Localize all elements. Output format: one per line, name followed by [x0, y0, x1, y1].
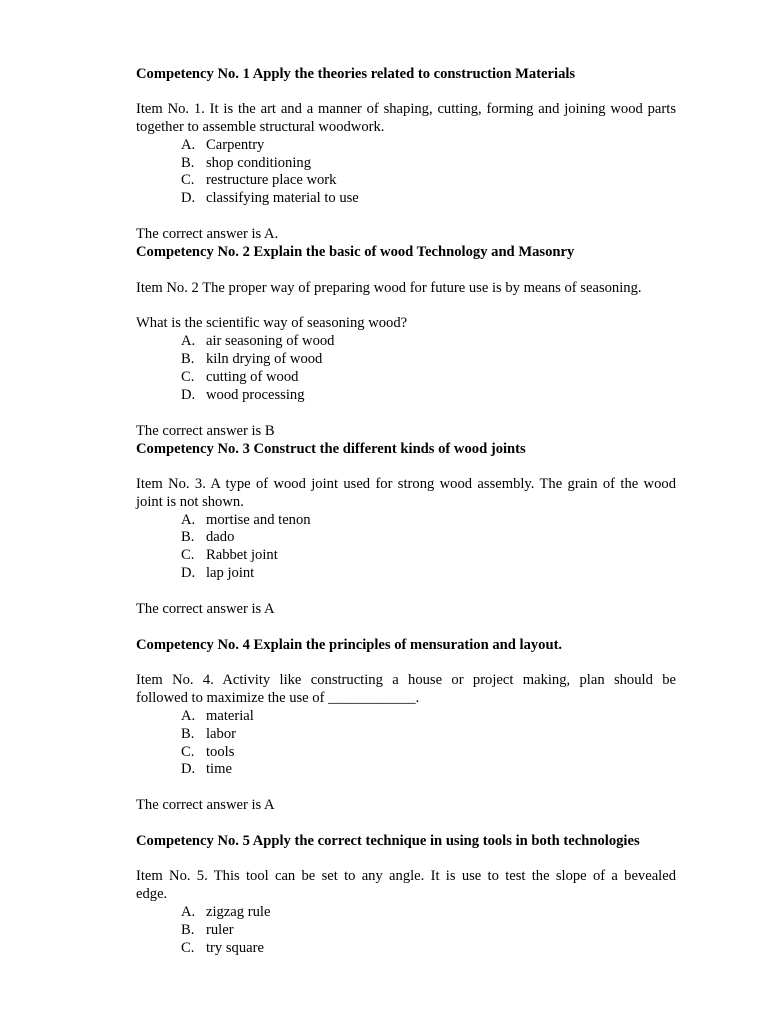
- option-text: Rabbet joint: [206, 547, 278, 563]
- correct-answer: The correct answer is A: [136, 797, 275, 813]
- option-letter: B.: [181, 351, 195, 367]
- option-text: dado: [206, 529, 235, 545]
- option-letter: C.: [181, 940, 195, 956]
- option-letter: B.: [181, 155, 195, 171]
- option-text: lap joint: [206, 565, 255, 581]
- option-letter: C.: [181, 369, 195, 385]
- item-text: Item No. 4. Activity like constructing a house or project making, plan should be: [136, 672, 676, 688]
- option-letter: C.: [181, 744, 195, 760]
- option-text: labor: [206, 726, 236, 742]
- item-text: together to assemble structural woodwork.: [136, 119, 385, 135]
- option-text: shop conditioning: [206, 155, 311, 171]
- option-letter: D.: [181, 387, 196, 403]
- option-text: material: [206, 708, 254, 724]
- option-letter: A.: [181, 137, 196, 153]
- option-letter: B.: [181, 529, 195, 545]
- item-text: edge.: [136, 886, 168, 902]
- correct-answer: The correct answer is A.: [136, 226, 279, 242]
- option-text: restructure place work: [206, 172, 337, 188]
- option-text: tools: [206, 744, 235, 760]
- option-letter: A.: [181, 904, 196, 920]
- option-text: mortise and tenon: [206, 512, 311, 528]
- option-text: zigzag rule: [206, 904, 271, 920]
- item-text: Item No. 2 The proper way of preparing wood for future use is by means of seasoning.: [136, 280, 642, 296]
- item-text: followed to maximize the use of ____________.: [136, 690, 420, 706]
- option-letter: D.: [181, 761, 196, 777]
- option-letter: C.: [181, 547, 195, 563]
- option-text: wood processing: [206, 387, 305, 403]
- option-text: try square: [206, 940, 264, 956]
- item-text: joint is not shown.: [136, 494, 244, 510]
- option-letter: A.: [181, 333, 196, 349]
- competency-heading: Competency No. 2 Explain the basic of wood Technology and Masonry: [136, 244, 575, 260]
- option-letter: C.: [181, 172, 195, 188]
- competency-heading: Competency No. 4 Explain the principles of mensuration and layout.: [136, 637, 563, 653]
- option-text: cutting of wood: [206, 369, 299, 385]
- competency-heading: Competency No. 1 Apply the theories related to construction Materials: [136, 66, 576, 82]
- competency-heading: Competency No. 3 Construct the different kinds of wood joints: [136, 441, 526, 457]
- correct-answer: The correct answer is B: [136, 423, 275, 439]
- competency-heading: Competency No. 5 Apply the correct technique in using tools in both technologies: [136, 833, 640, 849]
- item-text: Item No. 3. A type of wood joint used for strong wood assembly. The grain of the wood: [136, 476, 676, 492]
- option-letter: A.: [181, 708, 196, 724]
- option-letter: B.: [181, 922, 195, 938]
- option-text: time: [206, 761, 232, 777]
- option-letter: D.: [181, 565, 196, 581]
- option-text: classifying material to use: [206, 190, 359, 206]
- option-letter: A.: [181, 512, 196, 528]
- option-text: air seasoning of wood: [206, 333, 335, 349]
- option-text: Carpentry: [206, 137, 265, 153]
- option-letter: D.: [181, 190, 196, 206]
- option-text: ruler: [206, 922, 234, 938]
- option-text: kiln drying of wood: [206, 351, 323, 367]
- correct-answer: The correct answer is A: [136, 601, 275, 617]
- item-text: Item No. 1. It is the art and a manner of shaping, cutting, forming and joining wood parts: [136, 101, 676, 117]
- option-letter: B.: [181, 726, 195, 742]
- question-text: What is the scientific way of seasoning wood?: [136, 315, 408, 331]
- item-text: Item No. 5. This tool can be set to any angle. It is use to test the slope of a bevealed: [136, 868, 676, 884]
